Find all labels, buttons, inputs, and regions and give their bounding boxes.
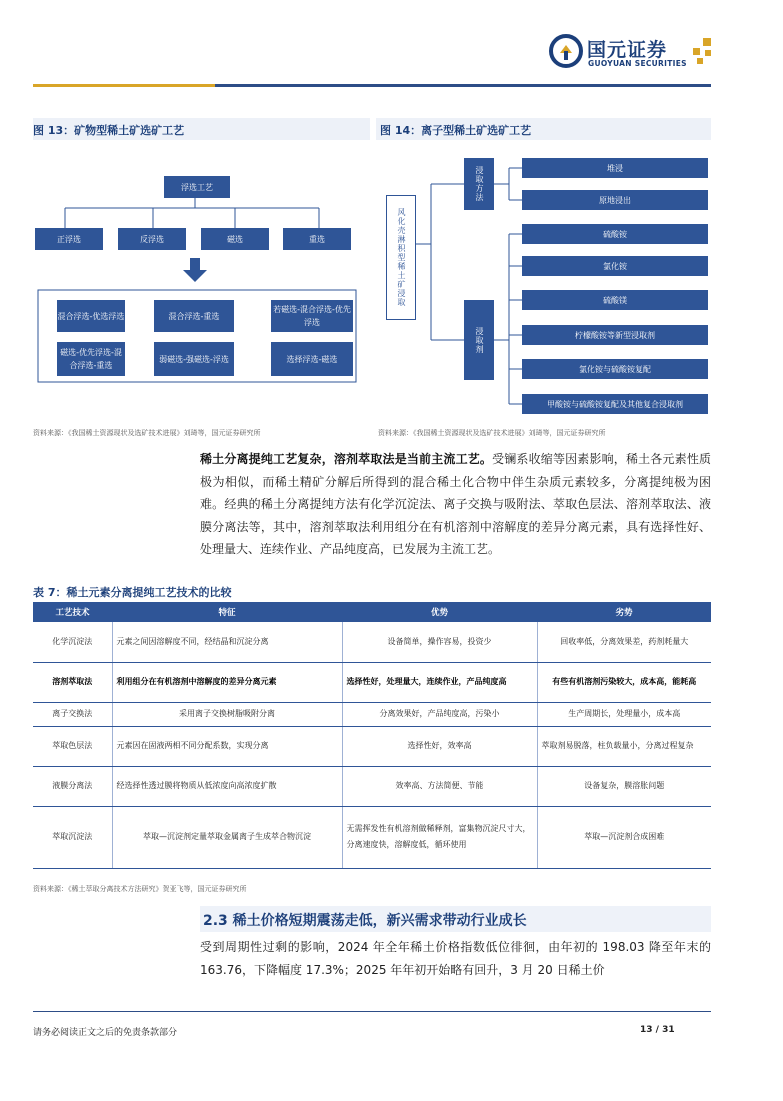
table-row (33, 806, 711, 868)
flow-node-branch: 磁选 (201, 228, 269, 250)
table-cell: 萃取—沉淀剂合成困难 (537, 806, 711, 868)
table-row (33, 622, 711, 662)
flow-agent-node: 浸取剂 (464, 300, 494, 380)
figure-13-title: 图 13：矿物型稀土矿选矿工艺 (33, 124, 185, 137)
figure-14-connectors (376, 140, 711, 423)
table-cell: 萃取色层法 (33, 726, 112, 766)
page-number: 13 / 31 (640, 1025, 675, 1035)
flow-node-result: 若磁选-混合浮选-优先浮选 (271, 300, 353, 332)
table-row (33, 766, 711, 806)
table-row (33, 726, 711, 766)
flow-node-result: 磁选-优先浮选-混合浮选-重选 (57, 342, 125, 376)
table-cell: 效率高、方法简便、节能 (342, 766, 537, 806)
table-cell: 设备复杂，膜溶胀问题 (537, 766, 711, 806)
table-cell: 萃取—沉淀剂定量萃取金属离子生成萃合物沉淀 (112, 806, 342, 868)
paragraph-text: 受镧系收缩等因素影响，稀土各元素性质极为相似，而稀土精矿分解后所得到的混合稀土化合物中伴生杂质元素较多，分离提纯极为困难。经典的稀土分离提纯方法有化学沉淀法、离子交换与吸附法、萃取色层法、溶剂萃取法、液膜分离法等，其中，溶剂萃取法利用组分在有机溶剂中溶解度的差异分离元素，具有选择性好、处理量大、连续作业、产品纯度高，已发展为主流工艺。 (200, 452, 711, 556)
flow-node-branch: 重选 (283, 228, 351, 250)
section-heading: 2.3 稀土价格短期震荡走低，新兴需求带动行业成长 (203, 913, 527, 929)
figure-14-canvas (376, 140, 711, 423)
table-title: 表 7：稀土元素分离提纯工艺技术的比较 (33, 586, 232, 599)
figure-13-source: 资料来源：《我国稀土资源现状及选矿技术进展》刘琦等，国元证券研究所 (33, 429, 261, 437)
table-cell: 选择性好，处理量大，连续作业，产品纯度高 (342, 662, 537, 702)
paragraph-lead: 稀土分离提纯工艺复杂，溶剂萃取法是当前主流工艺。 (200, 452, 493, 466)
company-logo (549, 30, 719, 76)
header-rule-gold (33, 84, 215, 87)
table-cell: 溶剂萃取法 (33, 662, 112, 702)
table-cell: 利用组分在有机溶剂中溶解度的差异分离元素 (112, 662, 342, 702)
flow-leaf-node: 原地浸出 (522, 190, 708, 210)
logo-decoration-icon (689, 36, 717, 66)
table-header-cell: 工艺技术 (33, 602, 112, 622)
table-cell: 无需挥发性有机溶剂做稀释剂，富集物沉淀尺寸大，分离速度快，溶解度低，循环使用 (342, 806, 537, 868)
table-cell: 元素之间因溶解度不同，经结晶和沉淀分离 (112, 622, 342, 662)
figure-14-source: 资料来源：《我国稀土资源现状及选矿技术进展》刘琦等，国元证券研究所 (378, 429, 606, 437)
flow-method-node: 浸取方法 (464, 158, 494, 210)
table-cell: 有些有机溶剂污染较大，成本高，能耗高 (537, 662, 711, 702)
logo-chinese-name: 国元证券 (587, 39, 668, 61)
flow-node-branch: 正浮选 (35, 228, 103, 250)
table-header-cell: 劣势 (537, 602, 711, 622)
flow-leaf-node: 氯化铵 (522, 256, 708, 276)
table-cell: 萃取剂易脱落，柱负载量小，分离过程复杂 (537, 726, 711, 766)
table-cell: 采用离子交换树脂吸附分离 (112, 702, 342, 726)
table-cell: 化学沉淀法 (33, 622, 112, 662)
logo-emblem-icon (549, 34, 583, 68)
footer-rule (33, 1011, 711, 1012)
table-cell: 液膜分离法 (33, 766, 112, 806)
header-rule-blue (215, 84, 711, 87)
figure-14-title: 图 14：离子型稀土矿选矿工艺 (380, 124, 532, 137)
table-source: 资料来源：《稀土萃取分离技术方法研究》贺亚飞等，国元证券研究所 (33, 885, 247, 893)
flow-node-result: 混合浮选-优选浮选 (57, 300, 125, 332)
table-row-highlight (33, 662, 711, 702)
flow-root-node: 风化壳淋积型稀土矿浸取 (386, 195, 416, 320)
flow-leaf-node: 堆浸 (522, 158, 708, 178)
flow-leaf-node: 硫酸镁 (522, 290, 708, 310)
comparison-table (33, 602, 711, 869)
flow-leaf-node: 氯化铵与硫酸铵复配 (522, 359, 708, 379)
table-header-cell: 优势 (342, 602, 537, 622)
table-header-row (33, 602, 711, 622)
table-header-cell: 特征 (112, 602, 342, 622)
table-cell: 元素因在固液两相不同分配系数，实现分离 (112, 726, 342, 766)
table-cell: 萃取沉淀法 (33, 806, 112, 868)
body-paragraph (200, 936, 711, 981)
flow-node-result: 选择浮选-磁选 (271, 342, 353, 376)
flow-leaf-node: 硫酸铵 (522, 224, 708, 244)
table-cell: 设备简单，操作容易，投资少 (342, 622, 537, 662)
flow-leaf-node: 甲酸铵与硫酸铵复配及其他复合浸取剂 (522, 394, 708, 414)
flow-node-result: 弱磁选-强磁选-浮选 (154, 342, 234, 376)
table-cell: 生产周期长，处理量小，成本高 (537, 702, 711, 726)
table-cell: 经选择性透过膜将物质从低浓度向高浓度扩散 (112, 766, 342, 806)
logo-english-name: GUOYUAN SECURITIES (588, 59, 687, 68)
table-cell: 选择性好，效率高 (342, 726, 537, 766)
flow-leaf-node: 柠檬酸铵等新型浸取剂 (522, 325, 708, 345)
paragraph-text: 受到周期性过剩的影响，2024 年全年稀土价格指数低位徘徊，由年初的 198.03 降至年末的 163.76，下降幅度 17.3%；2025 年年初开始略有回升，3 月 20 日稀土价 (200, 940, 711, 977)
table-cell: 分离效果好，产品纯度高，污染小 (342, 702, 537, 726)
body-paragraph (200, 448, 711, 561)
figure-13-canvas (33, 140, 370, 423)
table-cell: 离子交换法 (33, 702, 112, 726)
table-cell: 回收率低，分离效果差，药剂耗量大 (537, 622, 711, 662)
footer-disclaimer: 请务必阅读正文之后的免责条款部分 (33, 1028, 178, 1038)
flow-node-top: 浮选工艺 (164, 176, 230, 198)
table-row (33, 702, 711, 726)
flow-node-branch: 反浮选 (118, 228, 186, 250)
flow-node-result: 混合浮选-重选 (154, 300, 234, 332)
